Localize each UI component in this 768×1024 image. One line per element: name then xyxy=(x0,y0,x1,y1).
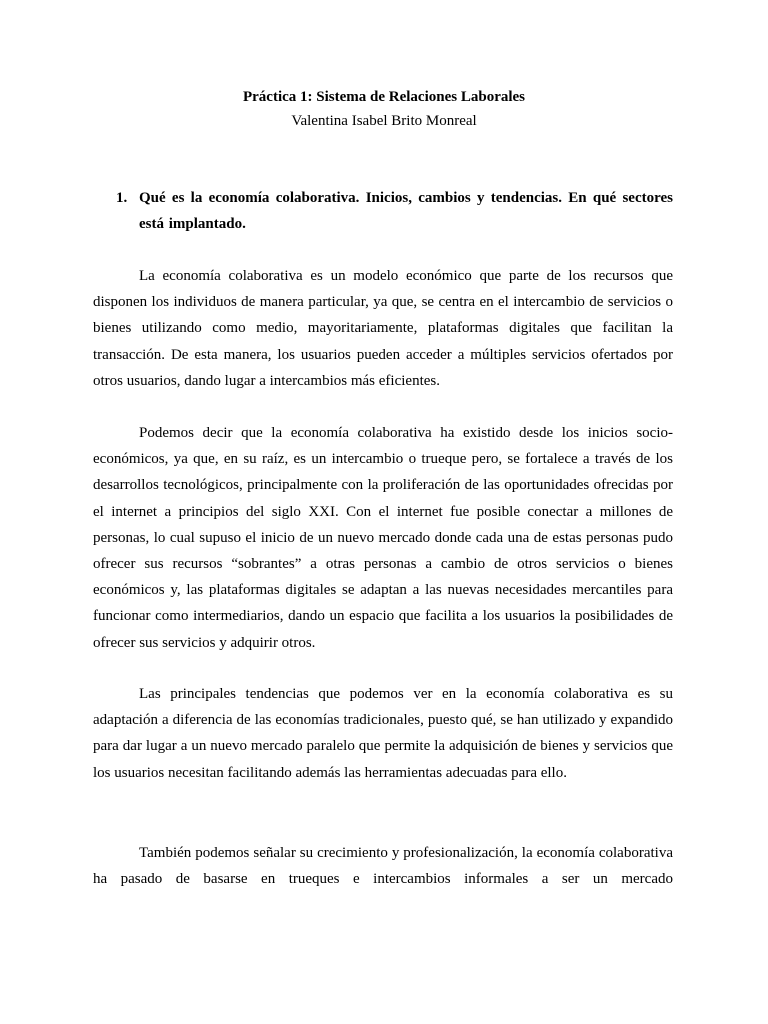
document-title: Práctica 1: Sistema de Relaciones Laborales xyxy=(242,89,526,105)
document-author: Valentina Isabel Brito Monreal xyxy=(291,113,477,129)
question-text: Qué es la economía colaborativa. Inicios, cambios y tendencias. En qué sectores está implantado. xyxy=(139,190,673,232)
body-paragraph: La economía colaborativa es un modelo económico que parte de los recursos que disponen los individuos de manera particular, ya que, se centra en el intercambio de servicios o bienes utilizando como medio, mayoritariamente, plataformas digitales que facilitan la transacción. De esta manera, los usuarios pueden acceder a múltiples servicios ofertados por otros usuarios, dando lugar a intercambios más eficientes. xyxy=(93,268,673,389)
question-heading xyxy=(116,185,673,237)
question-number: 1. xyxy=(116,190,128,206)
body-paragraph: También podemos señalar su crecimiento y profesionalización, la economía colaborativa ha pasado de basarse en trueques e intercambios informales a ser un mercado xyxy=(93,845,673,888)
title-block xyxy=(0,86,768,132)
body-paragraph: Podemos decir que la economía colaborativa ha existido desde los inicios socio-económicos, ya que, en su raíz, es un intercambio o trueque pero, se fortalece a través de los desarrollos tecnológicos, principalmente con la proliferación de las oportunidades ofrecidas por el internet a principios del siglo XXI. Con el internet fue posible conectar a millones de personas, lo cual supuso el inicio de un nuevo mercado donde cada una de estas personas pudo ofrecer sus recursos “sobrantes” a otras personas a cambio de otros servicios o bienes económicos y, las plataformas digitales se adaptan a las nuevas necesidades mercantiles para funcionar como intermediarios, dando un espacio que facilita a los usuarios la posibilidades de ofrecer sus servicios y adquirir otros. xyxy=(93,425,673,651)
body-paragraph: Las principales tendencias que podemos ver en la economía colaborativa es su adaptación a diferencia de las economías tradicionales, puesto qué, se han utilizado y expandido para dar lugar a un nuevo mercado paralelo que permite la adquisición de bienes y servicios que los usuarios necesitan facilitando además las herramientas adecuadas para ello. xyxy=(93,686,673,781)
